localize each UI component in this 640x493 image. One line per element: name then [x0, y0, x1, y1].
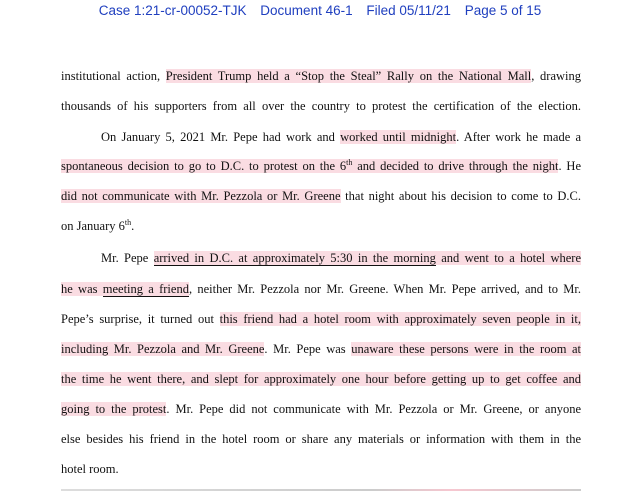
text-line [61, 98, 581, 114]
superscript: th [124, 217, 132, 227]
text-run: hotel room. [61, 462, 119, 476]
text-run: . He [558, 159, 581, 173]
cropped-next-line [61, 486, 581, 493]
underlined-text: arrived in D.C. at approximately 5:30 in the morning [153, 251, 436, 265]
text-run: . Mr. Pepe did not communicate with Mr. Pezzola or Mr. Greene, or anyone [166, 402, 581, 416]
highlighted-text: did not communicate with Mr. Pezzola or Mr. Greene [61, 189, 341, 203]
text-line [61, 311, 581, 327]
document-number: Document 46-1 [260, 3, 353, 18]
text-line [61, 461, 581, 477]
highlighted-text: he was [61, 282, 103, 296]
underlined-text: meeting a friend [102, 282, 189, 296]
text-run: . Mr. Pepe was [264, 342, 352, 356]
highlighted-text: spontaneous decision to go to D.C. to protest on the 6th and decided to drive through the night [61, 157, 559, 173]
highlighted-text: President Trump held a “Stop the Steal” Rally on the National Mall [165, 69, 532, 83]
text-run: else besides his friend in the hotel room or share any materials or information with them in the [61, 432, 581, 446]
text-line [61, 341, 581, 357]
ecf-header [0, 3, 640, 18]
filed-date: Filed 05/11/21 [366, 3, 451, 18]
highlighted-text: including Mr. Pezzola and Mr. Greene [61, 342, 265, 356]
text-run: , drawing [531, 69, 582, 83]
text-run: . [131, 219, 135, 233]
highlighted-text: the time he went there, and slept for approximately one hour before getting up to get coffee and [61, 372, 581, 386]
text-run: , neither Mr. Pezzola nor Mr. Greene. When Mr. Pepe arrived, and to Mr. [188, 282, 581, 296]
text-run: on January 6 [61, 219, 125, 233]
text-run: On January 5, 2021 Mr. Pepe had work and [101, 130, 341, 144]
page-indicator: Page 5 of 15 [464, 3, 542, 18]
text-line [101, 250, 581, 266]
highlighted-text: worked until midnight [340, 130, 457, 144]
highlighted-text: unaware these persons were in the room at [351, 342, 581, 356]
text-line [61, 218, 581, 234]
text-run: institutional action, [61, 69, 166, 83]
highlighted-text: going to the protest [61, 402, 167, 416]
text-run: . After work he made a [456, 130, 581, 144]
text-line [101, 129, 581, 145]
text-line [61, 68, 581, 84]
highlighted-text: this friend had a hotel room with approximately seven people in it, [219, 312, 581, 326]
text-line [61, 401, 581, 417]
text-run: Pepe’s surprise, it turned out [61, 312, 220, 326]
text-run: that night about his decision to come to D.C. [340, 189, 581, 203]
text-line [61, 281, 581, 297]
text-line [61, 158, 581, 174]
text-line [61, 188, 581, 204]
text-line [61, 431, 581, 447]
highlighted-text: and went to a hotel where [435, 251, 582, 265]
case-number: Case 1:21-cr-00052-TJK [98, 3, 247, 18]
text-line [61, 371, 581, 387]
text-run: Mr. Pepe [101, 251, 154, 265]
text-run: thousands of his supporters from all over the country to protest the certification of the election. [61, 99, 581, 113]
